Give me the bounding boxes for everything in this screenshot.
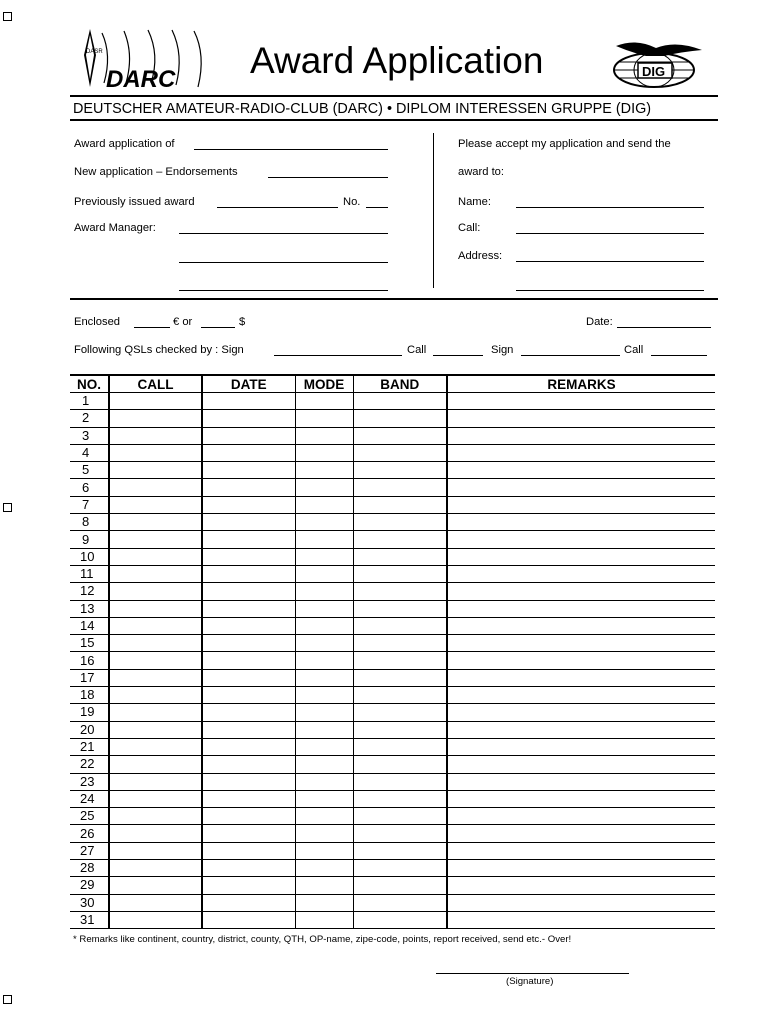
call-cell[interactable] — [109, 790, 202, 807]
table-row — [70, 911, 715, 928]
band-cell[interactable] — [353, 531, 447, 548]
row-number: 3 — [70, 427, 109, 444]
call-cell[interactable] — [109, 393, 202, 410]
call-cell[interactable] — [109, 704, 202, 721]
call-field[interactable] — [516, 233, 704, 234]
margin-checkbox-bottom[interactable] — [3, 995, 12, 1004]
mode-cell[interactable] — [295, 444, 353, 461]
table-row — [70, 894, 715, 911]
row-number: 14 — [70, 617, 109, 634]
new-application-label: New application – Endorsements — [74, 166, 238, 178]
band-cell[interactable] — [353, 410, 447, 427]
table-row — [70, 393, 715, 410]
section-rule — [70, 298, 718, 300]
remarks-cell[interactable] — [447, 565, 715, 582]
date-cell[interactable] — [202, 860, 295, 877]
enclosed-label: Enclosed — [74, 316, 121, 328]
column-header-band: BAND — [353, 375, 447, 393]
band-cell[interactable] — [353, 393, 447, 410]
date-field[interactable] — [617, 327, 711, 328]
table-row — [70, 548, 715, 565]
remarks-cell[interactable] — [447, 687, 715, 704]
band-cell[interactable] — [353, 911, 447, 928]
table-row — [70, 877, 715, 894]
row-number: 21 — [70, 738, 109, 755]
call-cell[interactable] — [109, 531, 202, 548]
band-cell[interactable] — [353, 894, 447, 911]
remarks-cell[interactable] — [447, 911, 715, 928]
remarks-cell[interactable] — [447, 790, 715, 807]
row-number: 10 — [70, 548, 109, 565]
send-award-line1: Please accept my application and send the — [458, 138, 671, 150]
mode-cell[interactable] — [295, 687, 353, 704]
header-rule-bottom — [70, 119, 718, 121]
mode-cell[interactable] — [295, 583, 353, 600]
band-cell[interactable] — [353, 462, 447, 479]
call1-label: Call — [407, 344, 427, 356]
mode-cell[interactable] — [295, 825, 353, 842]
mode-cell[interactable] — [295, 393, 353, 410]
call-cell[interactable] — [109, 756, 202, 773]
call-cell[interactable] — [109, 635, 202, 652]
mode-cell[interactable] — [295, 773, 353, 790]
call-cell[interactable] — [109, 514, 202, 531]
call-cell[interactable] — [109, 410, 202, 427]
date-cell[interactable] — [202, 756, 295, 773]
page-subtitle: DEUTSCHER AMATEUR-RADIO-CLUB (DARC) • DIPLOM INTERESSEN GRUPPE (DIG) — [73, 101, 652, 117]
call-label: Call: — [458, 222, 481, 234]
mode-cell[interactable] — [295, 756, 353, 773]
remarks-cell[interactable] — [447, 583, 715, 600]
date-cell[interactable] — [202, 479, 295, 496]
mode-cell[interactable] — [295, 600, 353, 617]
mode-cell[interactable] — [295, 860, 353, 877]
table-header-row — [70, 375, 715, 393]
band-cell[interactable] — [353, 583, 447, 600]
row-number: 26 — [70, 825, 109, 842]
call-cell[interactable] — [109, 565, 202, 582]
date-cell[interactable] — [202, 790, 295, 807]
row-number: 13 — [70, 600, 109, 617]
date-cell[interactable] — [202, 738, 295, 755]
band-cell[interactable] — [353, 756, 447, 773]
address-field-1[interactable] — [516, 261, 704, 262]
date-cell[interactable] — [202, 911, 295, 928]
row-number: 25 — [70, 808, 109, 825]
award-of-field[interactable] — [194, 149, 388, 150]
table-row — [70, 652, 715, 669]
band-cell[interactable] — [353, 514, 447, 531]
date-cell[interactable] — [202, 531, 295, 548]
darc-badge-text: DASR — [86, 49, 103, 55]
band-cell[interactable] — [353, 635, 447, 652]
table-row — [70, 600, 715, 617]
mode-cell[interactable] — [295, 496, 353, 513]
remarks-cell[interactable] — [447, 548, 715, 565]
column-header-remarks: REMARKS — [447, 375, 715, 393]
column-divider — [433, 133, 434, 288]
band-cell[interactable] — [353, 877, 447, 894]
sign1-field[interactable] — [274, 355, 402, 356]
call-cell[interactable] — [109, 427, 202, 444]
remarks-footnote: * Remarks like continent, country, district, county, QTH, OP-name, zipe-code, points, report received, send etc.- Over! — [73, 934, 572, 945]
row-number: 29 — [70, 877, 109, 894]
signature-field[interactable] — [436, 973, 629, 974]
euro-or-label: € or — [173, 316, 193, 328]
row-number: 30 — [70, 894, 109, 911]
dollar-label: $ — [239, 316, 246, 328]
table-row — [70, 738, 715, 755]
date-cell[interactable] — [202, 704, 295, 721]
signature-label: (Signature) — [506, 976, 554, 987]
date-cell[interactable] — [202, 652, 295, 669]
remarks-cell[interactable] — [447, 877, 715, 894]
band-cell[interactable] — [353, 790, 447, 807]
row-number: 12 — [70, 583, 109, 600]
remarks-cell[interactable] — [447, 531, 715, 548]
page-title: Award Application — [250, 40, 544, 81]
remarks-cell[interactable] — [447, 393, 715, 410]
date-cell[interactable] — [202, 894, 295, 911]
call-cell[interactable] — [109, 687, 202, 704]
remarks-cell[interactable] — [447, 825, 715, 842]
row-number: 24 — [70, 790, 109, 807]
date-cell[interactable] — [202, 496, 295, 513]
mode-cell[interactable] — [295, 877, 353, 894]
date-cell[interactable] — [202, 565, 295, 582]
row-number: 16 — [70, 652, 109, 669]
table-row — [70, 808, 715, 825]
new-application-field[interactable] — [268, 177, 388, 178]
date-cell[interactable] — [202, 617, 295, 634]
band-cell[interactable] — [353, 773, 447, 790]
column-header-mode: MODE — [295, 375, 353, 393]
remarks-cell[interactable] — [447, 617, 715, 634]
date-cell[interactable] — [202, 514, 295, 531]
row-number: 23 — [70, 773, 109, 790]
mode-cell[interactable] — [295, 514, 353, 531]
call-cell[interactable] — [109, 444, 202, 461]
call2-label: Call — [624, 344, 644, 356]
name-field[interactable] — [516, 207, 704, 208]
date-cell[interactable] — [202, 393, 295, 410]
date-cell[interactable] — [202, 600, 295, 617]
number-label: No. — [343, 196, 361, 208]
remarks-cell[interactable] — [447, 669, 715, 686]
date-cell[interactable] — [202, 635, 295, 652]
header-rule-top — [70, 95, 718, 97]
date-cell[interactable] — [202, 773, 295, 790]
address-label: Address: — [458, 250, 503, 262]
table-row — [70, 756, 715, 773]
mode-cell[interactable] — [295, 565, 353, 582]
remarks-cell[interactable] — [447, 479, 715, 496]
call-cell[interactable] — [109, 860, 202, 877]
band-cell[interactable] — [353, 687, 447, 704]
date-cell[interactable] — [202, 825, 295, 842]
mode-cell[interactable] — [295, 721, 353, 738]
table-row — [70, 669, 715, 686]
mode-cell[interactable] — [295, 617, 353, 634]
band-cell[interactable] — [353, 738, 447, 755]
row-number: 17 — [70, 669, 109, 686]
remarks-cell[interactable] — [447, 462, 715, 479]
mode-cell[interactable] — [295, 894, 353, 911]
call-cell[interactable] — [109, 894, 202, 911]
mode-cell[interactable] — [295, 410, 353, 427]
band-cell[interactable] — [353, 479, 447, 496]
remarks-cell[interactable] — [447, 738, 715, 755]
award-manager-field-1[interactable] — [179, 233, 388, 234]
band-cell[interactable] — [353, 704, 447, 721]
mode-cell[interactable] — [295, 669, 353, 686]
band-cell[interactable] — [353, 427, 447, 444]
date-cell[interactable] — [202, 410, 295, 427]
table-row — [70, 842, 715, 859]
dig-logo — [606, 38, 706, 90]
date-cell[interactable] — [202, 444, 295, 461]
name-label: Name: — [458, 196, 491, 208]
mode-cell[interactable] — [295, 462, 353, 479]
date-cell[interactable] — [202, 669, 295, 686]
table-row — [70, 773, 715, 790]
remarks-cell[interactable] — [447, 842, 715, 859]
award-manager-field-3[interactable] — [179, 290, 388, 291]
row-number: 11 — [70, 565, 109, 582]
margin-checkbox-top[interactable] — [3, 12, 12, 21]
date-cell[interactable] — [202, 687, 295, 704]
award-manager-label: Award Manager: — [74, 222, 156, 234]
call-cell[interactable] — [109, 496, 202, 513]
band-cell[interactable] — [353, 721, 447, 738]
call-cell[interactable] — [109, 479, 202, 496]
checked-by-label: Following QSLs checked by : Sign — [74, 344, 244, 356]
dig-logo-text: DIG — [642, 64, 666, 79]
award-manager-field-2[interactable] — [179, 262, 388, 263]
mode-cell[interactable] — [295, 652, 353, 669]
table-row — [70, 704, 715, 721]
row-number: 31 — [70, 911, 109, 928]
call-cell[interactable] — [109, 652, 202, 669]
mode-cell[interactable] — [295, 842, 353, 859]
column-header-date: DATE — [202, 375, 295, 393]
band-cell[interactable] — [353, 496, 447, 513]
date-label: Date: — [586, 316, 613, 328]
remarks-cell[interactable] — [447, 704, 715, 721]
margin-checkbox-middle[interactable] — [3, 503, 12, 512]
remarks-cell[interactable] — [447, 444, 715, 461]
row-number: 5 — [70, 462, 109, 479]
table-row — [70, 617, 715, 634]
mode-cell[interactable] — [295, 790, 353, 807]
call-cell[interactable] — [109, 617, 202, 634]
table-row — [70, 427, 715, 444]
band-cell[interactable] — [353, 860, 447, 877]
call-cell[interactable] — [109, 462, 202, 479]
mode-cell[interactable] — [295, 531, 353, 548]
table-row — [70, 635, 715, 652]
row-number: 28 — [70, 860, 109, 877]
table-row — [70, 444, 715, 461]
mode-cell[interactable] — [295, 479, 353, 496]
mode-cell[interactable] — [295, 548, 353, 565]
send-award-line2: award to: — [458, 166, 505, 178]
band-cell[interactable] — [353, 842, 447, 859]
call-cell[interactable] — [109, 825, 202, 842]
call-cell[interactable] — [109, 738, 202, 755]
table-row — [70, 687, 715, 704]
band-cell[interactable] — [353, 600, 447, 617]
row-number: 27 — [70, 842, 109, 859]
call-cell[interactable] — [109, 808, 202, 825]
table-row — [70, 583, 715, 600]
table-row — [70, 860, 715, 877]
column-header-no: NO. — [70, 375, 109, 393]
call-cell[interactable] — [109, 911, 202, 928]
call-cell[interactable] — [109, 600, 202, 617]
mode-cell[interactable] — [295, 808, 353, 825]
date-cell[interactable] — [202, 548, 295, 565]
band-cell[interactable] — [353, 444, 447, 461]
date-cell[interactable] — [202, 808, 295, 825]
call-cell[interactable] — [109, 548, 202, 565]
remarks-cell[interactable] — [447, 721, 715, 738]
row-number: 1 — [70, 393, 109, 410]
remarks-cell[interactable] — [447, 410, 715, 427]
call-cell[interactable] — [109, 773, 202, 790]
sign2-field[interactable] — [521, 355, 620, 356]
remarks-cell[interactable] — [447, 652, 715, 669]
remarks-cell[interactable] — [447, 427, 715, 444]
table-row — [70, 462, 715, 479]
enclosed-euro-field[interactable] — [134, 327, 170, 328]
row-number: 2 — [70, 410, 109, 427]
date-cell[interactable] — [202, 842, 295, 859]
remarks-cell[interactable] — [447, 808, 715, 825]
mode-cell[interactable] — [295, 738, 353, 755]
remarks-cell[interactable] — [447, 773, 715, 790]
remarks-cell[interactable] — [447, 600, 715, 617]
address-field-2[interactable] — [516, 290, 704, 291]
remarks-cell[interactable] — [447, 894, 715, 911]
row-number: 19 — [70, 704, 109, 721]
previously-issued-field[interactable] — [217, 207, 338, 208]
band-cell[interactable] — [353, 652, 447, 669]
enclosed-dollar-field[interactable] — [201, 327, 235, 328]
table-row — [70, 410, 715, 427]
band-cell[interactable] — [353, 669, 447, 686]
remarks-cell[interactable] — [447, 635, 715, 652]
call-cell[interactable] — [109, 721, 202, 738]
call-cell[interactable] — [109, 877, 202, 894]
sign2-label: Sign — [491, 344, 514, 356]
award-of-label: Award application of — [74, 138, 175, 150]
darc-logo-text: DARC — [106, 66, 176, 93]
date-cell[interactable] — [202, 583, 295, 600]
row-number: 20 — [70, 721, 109, 738]
band-cell[interactable] — [353, 548, 447, 565]
mode-cell[interactable] — [295, 427, 353, 444]
row-number: 18 — [70, 687, 109, 704]
remarks-cell[interactable] — [447, 514, 715, 531]
eagle-icon — [616, 42, 702, 56]
date-cell[interactable] — [202, 877, 295, 894]
band-cell[interactable] — [353, 565, 447, 582]
row-number: 6 — [70, 479, 109, 496]
band-cell[interactable] — [353, 617, 447, 634]
table-row — [70, 790, 715, 807]
remarks-cell[interactable] — [447, 756, 715, 773]
row-number: 22 — [70, 756, 109, 773]
darc-logo — [72, 25, 212, 95]
row-number: 9 — [70, 531, 109, 548]
column-header-call: CALL — [109, 375, 202, 393]
number-field[interactable] — [366, 207, 388, 208]
table-row — [70, 479, 715, 496]
table-row — [70, 721, 715, 738]
date-cell[interactable] — [202, 462, 295, 479]
table-row — [70, 531, 715, 548]
band-cell[interactable] — [353, 808, 447, 825]
call-cell[interactable] — [109, 669, 202, 686]
row-number: 7 — [70, 496, 109, 513]
call-cell[interactable] — [109, 842, 202, 859]
date-cell[interactable] — [202, 721, 295, 738]
row-number: 15 — [70, 635, 109, 652]
call2-field[interactable] — [651, 355, 707, 356]
call-cell[interactable] — [109, 583, 202, 600]
table-row — [70, 496, 715, 513]
call1-field[interactable] — [433, 355, 483, 356]
mode-cell[interactable] — [295, 635, 353, 652]
row-number: 8 — [70, 514, 109, 531]
row-number: 4 — [70, 444, 109, 461]
date-cell[interactable] — [202, 427, 295, 444]
remarks-cell[interactable] — [447, 860, 715, 877]
table-row — [70, 565, 715, 582]
previously-issued-label: Previously issued award — [74, 196, 195, 208]
remarks-cell[interactable] — [447, 496, 715, 513]
mode-cell[interactable] — [295, 704, 353, 721]
table-row — [70, 514, 715, 531]
qsl-table — [70, 374, 715, 929]
band-cell[interactable] — [353, 825, 447, 842]
mode-cell[interactable] — [295, 911, 353, 928]
table-row — [70, 825, 715, 842]
